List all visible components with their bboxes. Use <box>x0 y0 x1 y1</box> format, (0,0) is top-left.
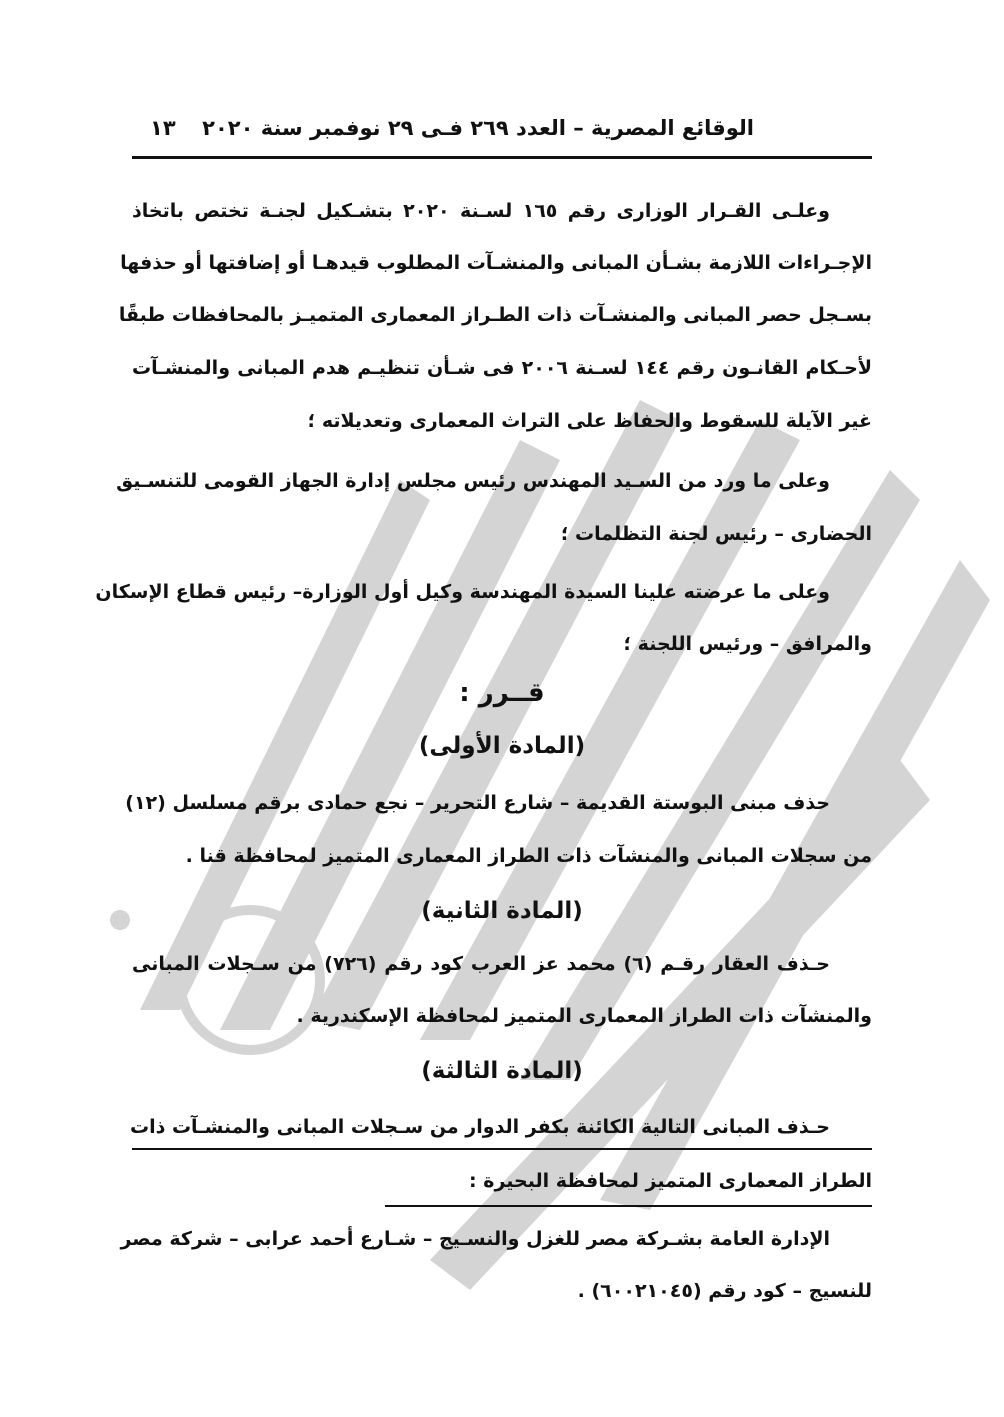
paragraph-line: الحضارى – رئيس لجنة التظلمات ؛ <box>560 523 872 545</box>
article-2-line: والمنشآت ذات الطراز المعمارى المتميز لمحافظة الإسكندرية . <box>296 1005 872 1027</box>
underline <box>132 1148 872 1150</box>
page-number: ١٣ <box>150 116 176 140</box>
header-rule <box>132 156 872 159</box>
article-3-line: الإدارة العامة بشـركة مصر للغزل والنسـيج – شـارع أحمد عرابى – شركة مصر <box>120 1228 830 1250</box>
article-2-line: حـذف العقار رقـم (٦) محمد عز العرب كود رقم (٧٢٦) من سـجلات المبانى <box>132 953 830 975</box>
article-1-line: من سجلات المبانى والمنشآت ذات الطراز المعمارى المتميز لمحافظة قنا . <box>185 845 872 867</box>
paragraph-line: وعلى ما عرضته علينا السيدة المهندسة وكيل أول الوزارة– رئيس قطاع الإسكان <box>95 581 830 603</box>
paragraph-line: والمرافق – ورئيس اللجنة ؛ <box>623 633 872 655</box>
paragraph-line: وعلـى القـرار الوزارى رقم ١٦٥ لسـنة ٢٠٢٠ بتشـكيل لجنـة تختص باتخاذ <box>132 200 830 222</box>
page-header <box>132 116 872 148</box>
article-3-line: حـذف المبانى التالية الكائنة بكفر الدوار من سـجلات المبانى والمنشـآت ذات <box>129 1116 830 1138</box>
decree-heading: قــرر : <box>459 678 545 708</box>
underline <box>385 1205 872 1207</box>
paragraph-line: غير الآيلة للسقوط والحفاظ على التراث المعمارى وتعديلاته ؛ <box>307 410 872 432</box>
article-3-heading: (المادة الثالثة) <box>421 1058 583 1084</box>
article-3-line: للنسيج – كود رقم (٦٠٠٢١٠٤٥) . <box>577 1280 872 1302</box>
header-title: الوقائع المصرية – العدد ٢٦٩ فـى ٢٩ نوفمبر سنة ٢٠٢٠ <box>202 116 754 140</box>
article-1-line: حذف مبنى البوستة القديمة – شارع التحرير – نجع حمادى برقم مسلسل (١٢) <box>125 792 830 814</box>
paragraph-line: وعلى ما ورد من السـيد المهندس رئيس مجلس إدارة الجهاز القومى للتنسـيق <box>116 470 830 492</box>
paragraph-line: لأحـكام القانـون رقم ١٤٤ لسـنة ٢٠٠٦ فى شـأن تنظيـم هدم المبانى والمنشـآت <box>132 357 872 379</box>
article-3-line: الطراز المعمارى المتميز لمحافظة البحيرة : <box>469 1170 872 1192</box>
article-1-heading: (المادة الأولى) <box>418 733 586 759</box>
article-2-heading: (المادة الثانية) <box>421 898 583 924</box>
paragraph-line: بسـجل حصر المبانى والمنشـآت ذات الطـراز المعمارى المتميـز بالمحافظات طبقًا <box>118 304 872 326</box>
paragraph-line: الإجـراءات اللازمة بشـأن المبانى والمنشـآت المطلوب قيدهـا أو إضافتها أو حذفها <box>120 252 872 274</box>
